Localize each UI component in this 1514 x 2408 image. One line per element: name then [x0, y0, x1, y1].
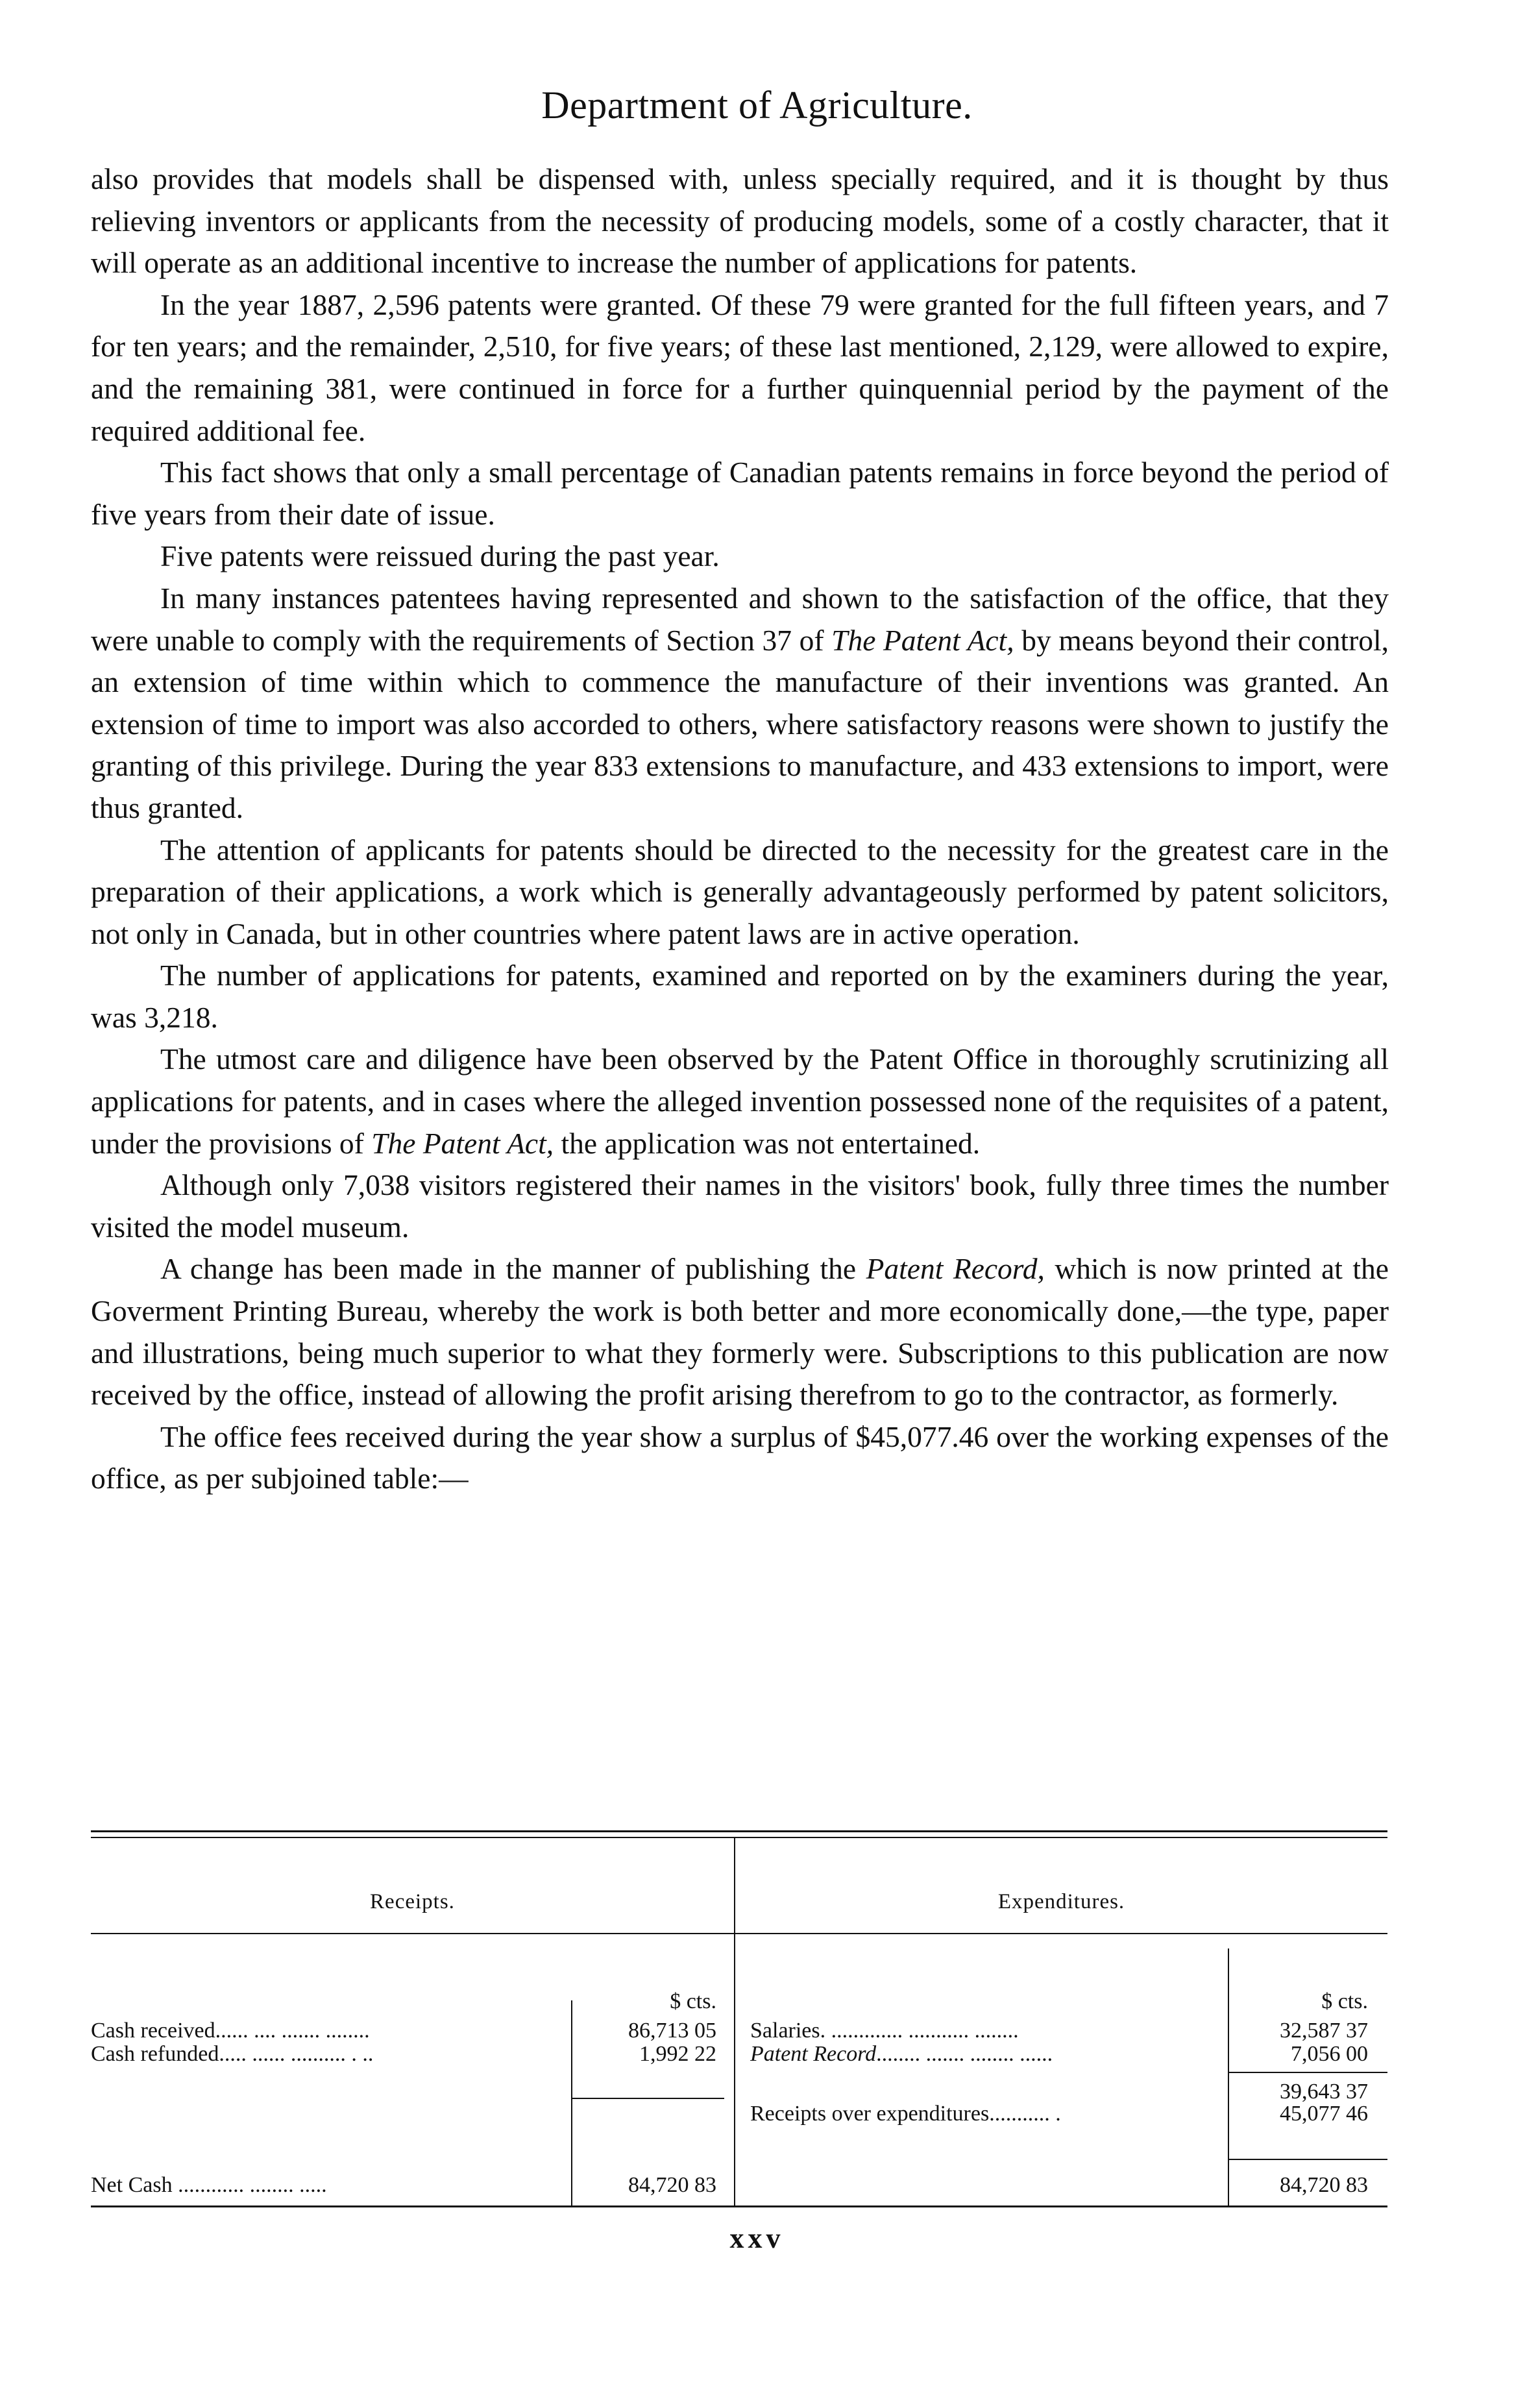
- expenditure-amount: 32,587 37: [1280, 2019, 1368, 2043]
- net-cash-label: Net Cash: [91, 2173, 173, 2197]
- net-cash-amount: 84,720 83: [628, 2173, 716, 2197]
- receipts-header: Receipts.: [370, 1890, 455, 1913]
- receipts-subtotal-rule: [572, 2098, 724, 2099]
- paragraph-8: [91, 1038, 1389, 1164]
- receipt-label: Cash refunded: [91, 2042, 219, 2066]
- surplus-row: [750, 2102, 1224, 2126]
- expenditure-label: Patent Record: [750, 2042, 877, 2066]
- expenditures-total-rule: [1229, 2159, 1387, 2160]
- paragraph-2: In the year 1887, 2,596 patents were granted. Of these 79 were granted for the full fifteen years, and 7 for ten years; and the remainder, 2,510, for five years; of these last mentioned, 2,129, were allowed to expire, and the remaining 381, were continued in force for a further quinquennial period by the payment of the required additional fee.: [91, 288, 1389, 447]
- net-cash-row: [91, 2173, 568, 2198]
- paragraph-8-italic: The Patent Act,: [371, 1126, 554, 1160]
- fees-table: [91, 1830, 1387, 2220]
- expenditure-row-salaries: [750, 2019, 1224, 2043]
- expenditures-total: 84,720 83: [1280, 2173, 1368, 2197]
- paragraph-7: The number of applications for patents, examined and reported on by the examiners during the year, was 3,218.: [91, 959, 1389, 1034]
- receipt-row-cash-refunded: [91, 2042, 568, 2067]
- expenditure-amount: 7,056 00: [1291, 2042, 1368, 2066]
- dot-leader: ............. ........... ........: [831, 2019, 1019, 2043]
- paragraph-1: also provides that models shall be dispensed with, unless specially required, and it is thought by thus relieving inventors or applicants from the necessity of producing models, some of a costly character, that it will operate as an additional incentive to increase the number of applications for patents.: [91, 162, 1389, 280]
- dot-leader: ...... .... ....... ........: [215, 2019, 370, 2043]
- table-top-rule-2: [91, 1837, 1387, 1838]
- receipts-currency-header: $ cts.: [670, 1989, 716, 2013]
- table-header-rule: [91, 1933, 1387, 1934]
- expenditures-currency-header: $ cts.: [1321, 1989, 1368, 2013]
- paragraph-5-part-a: In many instances patentees having represented and shown to the satisfaction of the office, that they were unable to comply with the requirements of Section 37 of: [91, 581, 1389, 657]
- expenditures-header: Expenditures.: [997, 1890, 1125, 1913]
- paragraph-10-part-b: which is now printed at the Goverment Printing Bureau, whereby the work is both better and more economically done,—the type, paper and illustrations, being much superior to what they formerly were. Subscriptions to this publication are now received by the office, instead of allowing the profit arising therefrom to go to the contractor, as formerly.: [91, 1252, 1389, 1412]
- dot-leader: ........... .: [989, 2102, 1061, 2126]
- receipt-row-cash-received: [91, 2019, 568, 2043]
- surplus-amount: 45,077 46: [1280, 2102, 1368, 2126]
- paragraph-9: Although only 7,038 visitors registered their names in the visitors' book, fully three times the number visited the model museum.: [91, 1168, 1389, 1244]
- dot-leader: ..... ...... .......... . ..: [219, 2042, 374, 2066]
- expenditures-subtotal: 39,643 37: [1280, 2080, 1368, 2104]
- dot-leader: ............ ........ .....: [178, 2173, 327, 2197]
- receipt-label: Cash received: [91, 2019, 215, 2043]
- dot-leader: ........ ....... ........ ......: [876, 2042, 1053, 2066]
- paragraph-6: The attention of applicants for patents should be directed to the necessity for the greatest care in the preparation of their applications, a work which is generally advantageously performed by patent solicitors, not only in Canada, but in other countries where patent laws are in active operation.: [91, 833, 1389, 950]
- paragraph-5-part-b: by means beyond their control, an extension of time within which to commence the manufacture of their inventions was granted. An extension of time to import was also accorded to others, where satisfactory reasons were shown to justify the granting of this privilege. During the year 833 extensions to manufacture, and 433 extensions to import, were thus granted.: [91, 623, 1389, 824]
- expenditures-subtotal-rule: [1229, 2072, 1387, 2073]
- paragraph-10-italic: Patent Record,: [866, 1252, 1045, 1286]
- paragraph-3: This fact shows that only a small percentage of Canadian patents remains in force beyond the period of five years from their date of issue.: [91, 456, 1389, 531]
- expenditure-row-patent-record: [750, 2042, 1224, 2067]
- expenditures-amount-divider: [1228, 1948, 1229, 2207]
- paragraph-10: [91, 1248, 1389, 1416]
- paragraph-4: Five patents were reissued during the past year.: [160, 539, 720, 573]
- paragraph-10-part-a: A change has been made in the manner of publishing the: [160, 1252, 857, 1286]
- page-header: Department of Agriculture.: [541, 84, 973, 127]
- paragraph-5-italic: The Patent Act,: [831, 623, 1014, 657]
- receipt-amount: 1,992 22: [639, 2042, 716, 2066]
- table-top-rule: [91, 1830, 1387, 1832]
- paragraph-11: The office fees received during the year show a surplus of $45,077.46 over the working expenses of the office, as per subjoined table:—: [91, 1419, 1389, 1495]
- paragraph-8-part-a: The utmost care and diligence have been observed by the Patent Office in thoroughly scrutinizing all applications for patents, and in cases where the alleged invention possessed none of the requisites of a patent, under the provisions of: [91, 1042, 1389, 1160]
- body-text: [91, 158, 1389, 1500]
- surplus-label: Receipts over expenditures: [750, 2102, 990, 2126]
- page-number: xxv: [729, 2222, 785, 2254]
- table-bottom-rule: [91, 2205, 1387, 2207]
- expenditure-label: Salaries.: [750, 2019, 826, 2043]
- paragraph-8-part-b: the application was not entertained.: [561, 1126, 981, 1160]
- receipt-amount: 86,713 05: [628, 2019, 716, 2043]
- paragraph-5: [91, 578, 1389, 829]
